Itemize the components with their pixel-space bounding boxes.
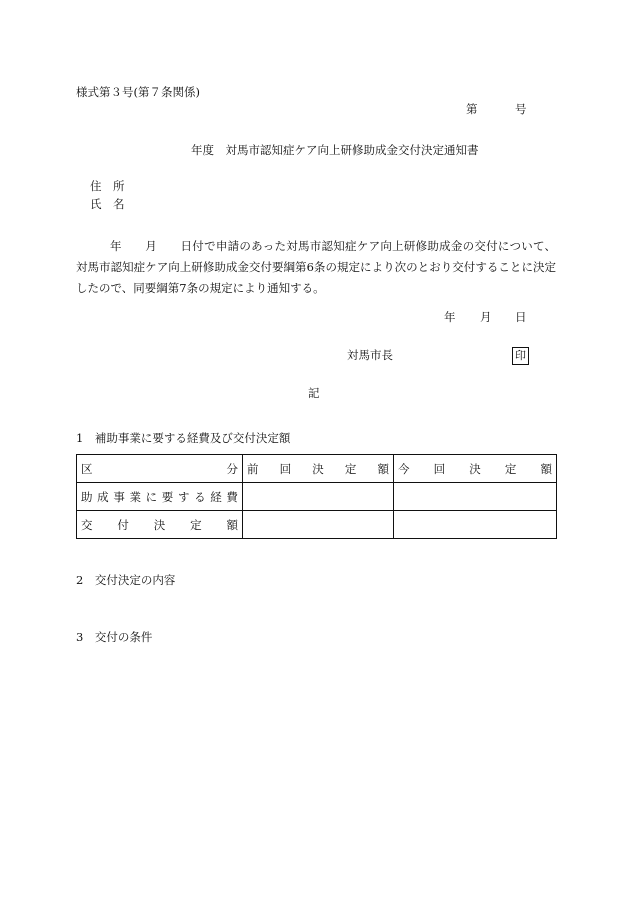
section-3-title: 3 交付の条件 [76, 630, 153, 644]
table-header-row [77, 455, 557, 483]
decision-table [76, 454, 557, 539]
cell-label: 助 成 事 業 に 要 す る 経 費 [81, 489, 238, 504]
date-day: 日 [515, 310, 527, 324]
recipient-address-label: 住 所 [90, 179, 125, 193]
ki-heading: 記 [308, 386, 320, 400]
date-month: 月 [480, 310, 492, 324]
cell-label: 区 分 [81, 461, 238, 476]
issuer-name: 対馬市長 [347, 348, 393, 362]
doc-number-prefix: 第 [466, 102, 478, 116]
header-cell [243, 455, 394, 483]
seal-mark: 印 [512, 347, 529, 365]
section-2-title: 2 交付決定の内容 [76, 573, 176, 587]
cell-label: 前 回 決 定 額 [247, 461, 389, 476]
recipient-name-label: 氏 名 [90, 197, 125, 211]
doc-number-suffix: 号 [515, 102, 527, 116]
table-cell [394, 511, 557, 539]
header-cell [394, 455, 557, 483]
table-cell [394, 483, 557, 511]
body-paragraph: 年 月 日付で申請のあった対馬市認知症ケア向上研修助成金の交付について、対馬市認知症ケア向上研修助成金交付要綱第6条の規定により次のとおり交付することに決定したので、同要綱第7条の規定により通知する。 [76, 239, 556, 295]
cell-label: 交 付 決 定 額 [81, 517, 238, 532]
form-number: 様式第３号(第７条関係) [76, 85, 200, 99]
document-title: 年度 対馬市認知症ケア向上研修助成金交付決定通知書 [191, 143, 479, 157]
table-cell [243, 483, 394, 511]
row-label [77, 483, 243, 511]
table-cell [243, 511, 394, 539]
section-1-title: 1 補助事業に要する経費及び交付決定額 [76, 431, 291, 445]
table-row [77, 483, 557, 511]
cell-label: 今 回 決 定 額 [398, 461, 552, 476]
header-cell [77, 455, 243, 483]
date-year: 年 [444, 310, 456, 324]
row-label [77, 511, 243, 539]
table-row [77, 511, 557, 539]
